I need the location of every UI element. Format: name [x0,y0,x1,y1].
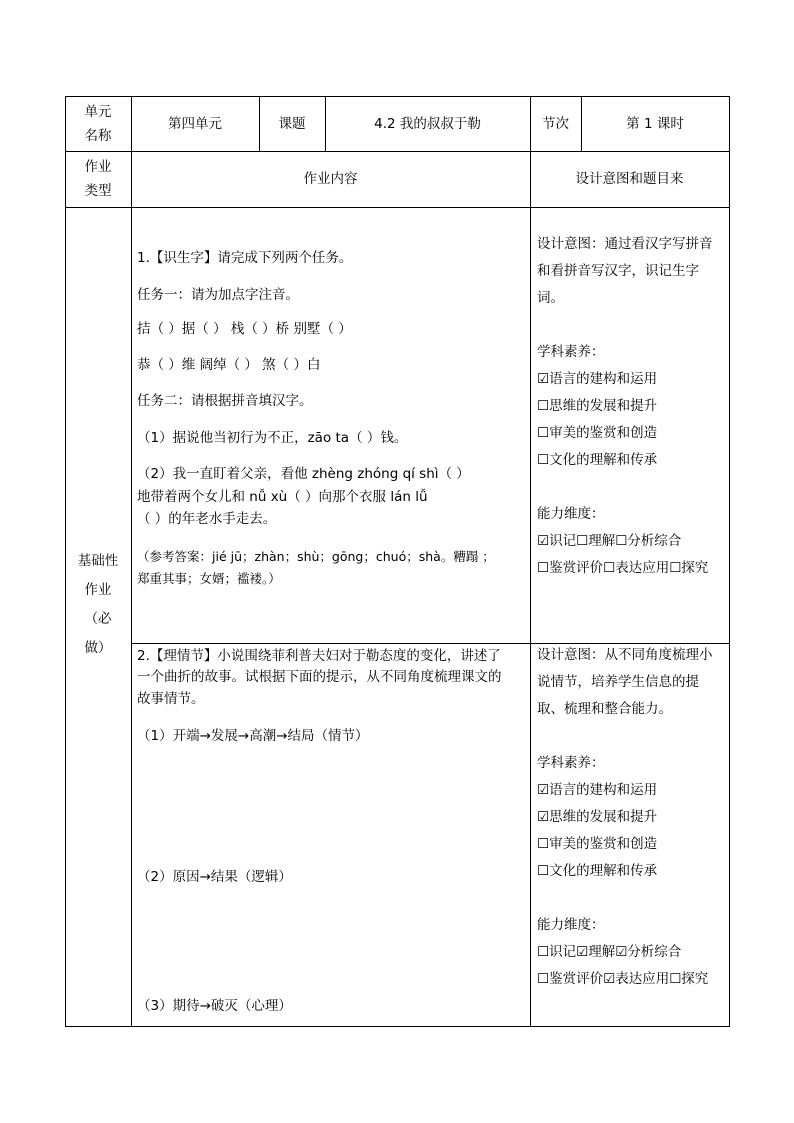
task1-title: 1.【识生字】请完成下列两个任务。 [137,250,353,266]
design1-literacy-label: 学科素养： [537,344,605,360]
task1-pinyin-row1: 拮（ ）据（ ） 栈（ ）桥 别墅（ ） [137,321,352,337]
unit-name-label-line2: 名称 [84,127,112,144]
table-row-divider [65,207,730,208]
topic-value: 4.2 我的叔叔于勒 [374,115,481,132]
design2-intent-line3: 取、梳理和整合能力。 [537,701,672,717]
task2-prompt1: （1）开端→发展→高潮→结局（情节） [137,728,369,744]
task2-prompt2: （2）原因→结果（逻辑） [137,869,292,885]
task1-subtask1: 任务一：请为加点字注音。 [137,287,299,303]
task1-question1: （1）据说他当初行为不正，zāo ta（ ）钱。 [137,430,408,446]
design2-literacy-label: 学科素养： [537,755,605,771]
task1-answer-line1: （参考答案：jié jū；zhàn；shù；gōng；chuó；shà。糟蹋 ； [137,549,495,564]
homework-type-label [65,151,131,207]
design-block-2 [537,641,727,992]
design2-literacy-4: ☐文化的理解和传承 [537,863,658,879]
task1-question2-line1: （2）我一直盯着父亲，看他 zhèng zhóng qí shì（ ） [137,466,470,482]
design2-intent-line2: 说情节，培养学生信息的提 [537,674,699,690]
session-value: 第 1 课时 [626,115,684,132]
homework-content-label: 作业内容 [303,171,358,187]
design1-ability-1: ☑识记☐理解☐分析综合 [537,533,682,549]
unit-name-label [65,96,131,151]
design2-literacy-3: ☐审美的鉴赏和创造 [537,836,658,852]
homework-category-line3: （必 [84,611,112,627]
design2-intent-line1: 设计意图：从不同角度梳理小 [537,647,713,663]
design1-intent-line2: 和看拼音写汉字，识记生字 [537,263,699,279]
table-border-bottom [65,1026,730,1027]
unit-name-label-line1: 单元 [84,103,112,120]
homework-category-line2: 作业 [84,582,112,598]
task1-question2-line2: 地带着两个女儿和 nǚ xù（ ）向那个衣服 lán lǚ [137,489,428,505]
unit-name-value: 第四单元 [168,115,222,132]
design1-ability-2: ☐鉴赏评价☐表达应用☐探究 [537,560,709,576]
task1-question2-line3: （ ）的年老水手走去。 [137,511,277,527]
homework-category-line1: 基础性 [77,553,119,569]
design1-ability-label: 能力维度： [537,506,605,522]
design-block-1 [537,230,727,581]
design2-literacy-1: ☑语言的建构和运用 [537,782,658,798]
design1-literacy-4: ☐文化的理解和传承 [537,452,658,468]
homework-category [65,550,131,660]
homework-type-label-line1: 作业 [84,159,112,175]
design2-ability-1: ☐识记☑理解☑分析综合 [537,944,682,960]
topic-label: 课题 [278,115,306,132]
design-intent-label: 设计意图和题目来 [575,171,684,187]
design1-literacy-1: ☑语言的建构和运用 [537,371,658,387]
table-col-divider [530,96,531,1027]
table-border-right [729,96,730,1027]
design1-intent-line3: 词。 [537,290,564,306]
design1-literacy-2: ☐思维的发展和提升 [537,398,658,414]
design2-ability-label: 能力维度： [537,917,605,933]
design1-literacy-3: ☐审美的鉴赏和创造 [537,425,658,441]
task1-answer-line2: 郑重其事；女婿；褴褛。） [137,571,281,586]
task2-intro-line2: 一个曲折的故事。试根据下面的提示，从不同角度梳理课文的 [137,669,502,685]
homework-type-label-line2: 类型 [84,183,112,199]
task1-pinyin-row2: 恭（ ）维 阔绰（ ） 煞（ ）白 [137,357,321,373]
design2-ability-2: ☐鉴赏评价☑表达应用☐探究 [537,971,709,987]
homework-category-line4: 做） [84,640,112,656]
table-col-divider [131,96,132,1027]
task2-prompt3: （3）期待→破灭（心理） [137,998,292,1014]
task2-intro-line1: 2.【理情节】小说围绕菲利普夫妇对于勒态度的变化，讲述了 [137,648,501,664]
design2-literacy-2: ☑思维的发展和提升 [537,809,658,825]
session-label: 节次 [542,115,569,132]
task2-intro-line3: 故事情节。 [137,691,205,707]
design1-intent-line1: 设计意图：通过看汉字写拼音 [537,236,713,252]
task1-subtask2: 任务二：请根据拼音填汉字。 [137,393,313,409]
